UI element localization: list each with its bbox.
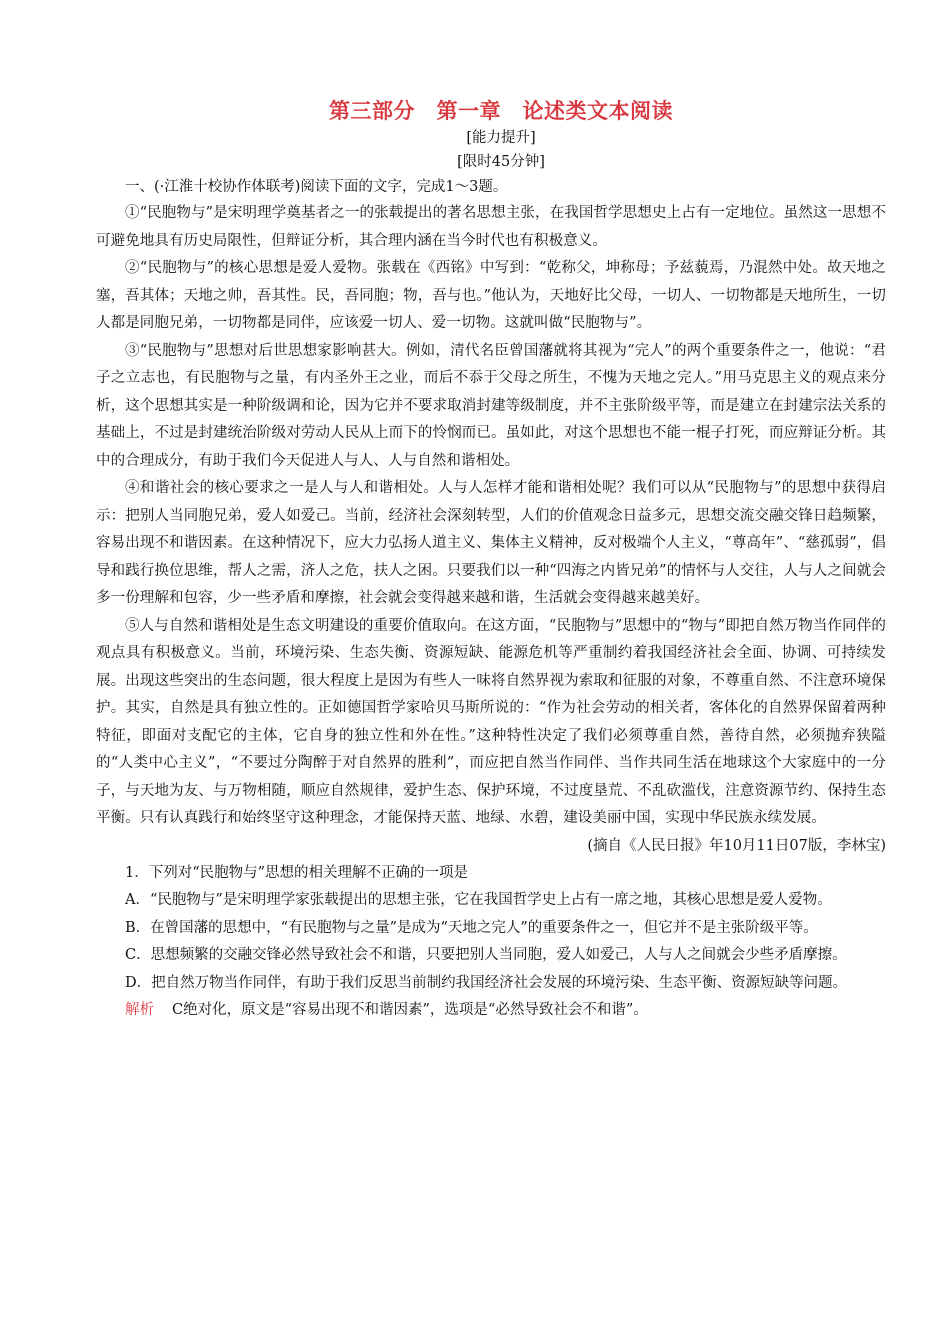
answer-label: 解析	[125, 1002, 154, 1018]
option-c: C．思想频繁的交融交锋必然导致社会不和谐，只要把别人当同胞，爱人如爱己，人与人之间就会少些矛盾摩擦。	[125, 947, 847, 963]
paragraph-1: ①“民胞物与”是宋明理学奠基者之一的张载提出的著名思想主张，在我国哲学思想史上占有一定地位。虽然这一思想不可避免地具有历史局限性，但辩证分析，其合理内涵在当今时代也有积极意义。	[96, 205, 886, 249]
article-source: (摘自《人民日报》年10月11日07版，李林宝)	[587, 837, 886, 854]
paragraph-3: ③“民胞物与”思想对后世思想家影响甚大。例如，清代名臣曾国藩就将其视为“完人”的两个重要条件之一，他说：“君子之立志也，有民胞物与之量，有内圣外王之业，而后不忝于父母之所生，不愧为天地之完人。”用马克思主义的观点来分析，这个思想其实是一种阶级调和论，因为它并不要求取消封建等级制度，并不主张阶级平等，而是建立在封建宗法关系的基础上，不过是封建统治阶级对劳动人民从上而下的怜悯而已。虽如此，对这个思想也不能一棍子打死，而应辩证分析。其中的合理成分，有助于我们今天促进人与人、人与自然和谐相处。	[96, 342, 886, 469]
time-limit-label: [限时45分钟]	[457, 154, 545, 170]
paragraph-5: ⑤人与自然和谐相处是生态文明建设的重要价值取向。在这方面，“民胞物与”思想中的“物与”即把自然万物当作同伴的观点具有积极意义。当前，环境污染、生态失衡、资源短缺、能源危机等严重制约着我国经济社会全面、协调、可持续发展。出现这些突出的生态问题，很大程度上是因为有些人一味将自然界视为索取和征服的对象，不尊重自然、不注意环境保护。其实，自然是具有独立性的。正如德国哲学家哈贝马斯所说的：“作为社会劳动的相关者，客体化的自然界保留着两种特征，即面对支配它的主体，它自身的独立性和外在性。”这种特性决定了我们必须尊重自然，善待自然，必须抛弃狭隘的“人类中心主义”，“不要过分陶醉于对自然界的胜利”，而应把自然当作同伴、当作共同生活在地球这个大家庭中的一分子，与天地为友、与万物相随，顺应自然规律，爱护生态、保护环境，不过度垦荒、不乱砍滥伐，注意资源节约、保持生态平衡。只有认真践行和始终坚守这种理念，才能保持天蓝、地绿、水碧，建设美丽中国，实现中华民族永续发展。	[96, 617, 886, 826]
document-page	[96, 96, 886, 1025]
option-d: D．把自然万物当作同伴，有助于我们反思当前制约我国经济社会发展的环境污染、生态平衡、资源短缺等问题。	[125, 974, 848, 991]
option-b: B．在曾国藩的思想中，“有民胞物与之量”是成为“天地之完人”的重要条件之一，但它并不是主张阶级平等。	[125, 919, 818, 936]
question-stem: 1．下列对“民胞物与”思想的相关理解不正确的一项是	[125, 864, 469, 881]
answer-explanation	[96, 997, 886, 1025]
paragraph-2: ②“民胞物与”的核心思想是爱人爱物。张载在《西铭》中写到：“乾称父，坤称母；予兹藐焉，乃混然中处。故天地之塞，吾其体；天地之帅，吾其性。民，吾同胞；物，吾与也。”他认为，天地好比父母，一切人、一切物都是天地所生，一切人都是同胞兄弟，一切物都是同伴，应该爱一切人、爱一切物。这就叫做“民胞物与”。	[96, 260, 886, 331]
page-title: 第三部分 第一章 论述类文本阅读	[329, 98, 673, 123]
option-a: A．“民胞物与”是宋明理学家张载提出的思想主张，它在我国哲学史上占有一席之地，其核心思想是爱人爱物。	[125, 892, 832, 908]
section-label: [能力提升]	[466, 130, 536, 146]
paragraph-4: ④和谐社会的核心要求之一是人与人和谐相处。人与人怎样才能和谐相处呢？我们可以从“民胞物与”的思想中获得启示：把别人当同胞兄弟，爱人如爱己。当前，经济社会深刻转型，人们的价值观念日益多元，思想交流交融交锋日趋频繁，容易出现不和谐因素。在这种情况下，应大力弘扬人道主义、集体主义精神，反对极端个人主义，“尊高年”、“慈孤弱”，倡导和践行换位思维，帮人之需，济人之危，扶人之困。只要我们以一种“四海之内皆兄弟”的情怀与人交往，人与人之间就会多一份理解和包容，少一些矛盾和摩擦，社会就会变得越来越和谐，生活就会变得越来越美好。	[96, 480, 886, 606]
reading-instruction: 一、(·江淮十校协作体联考)阅读下面的文字，完成1～3题。	[125, 179, 508, 195]
answer-text: C绝对化，原文是“容易出现不和谐因素”，选项是“必然导致社会不和谐”。	[172, 1002, 648, 1018]
